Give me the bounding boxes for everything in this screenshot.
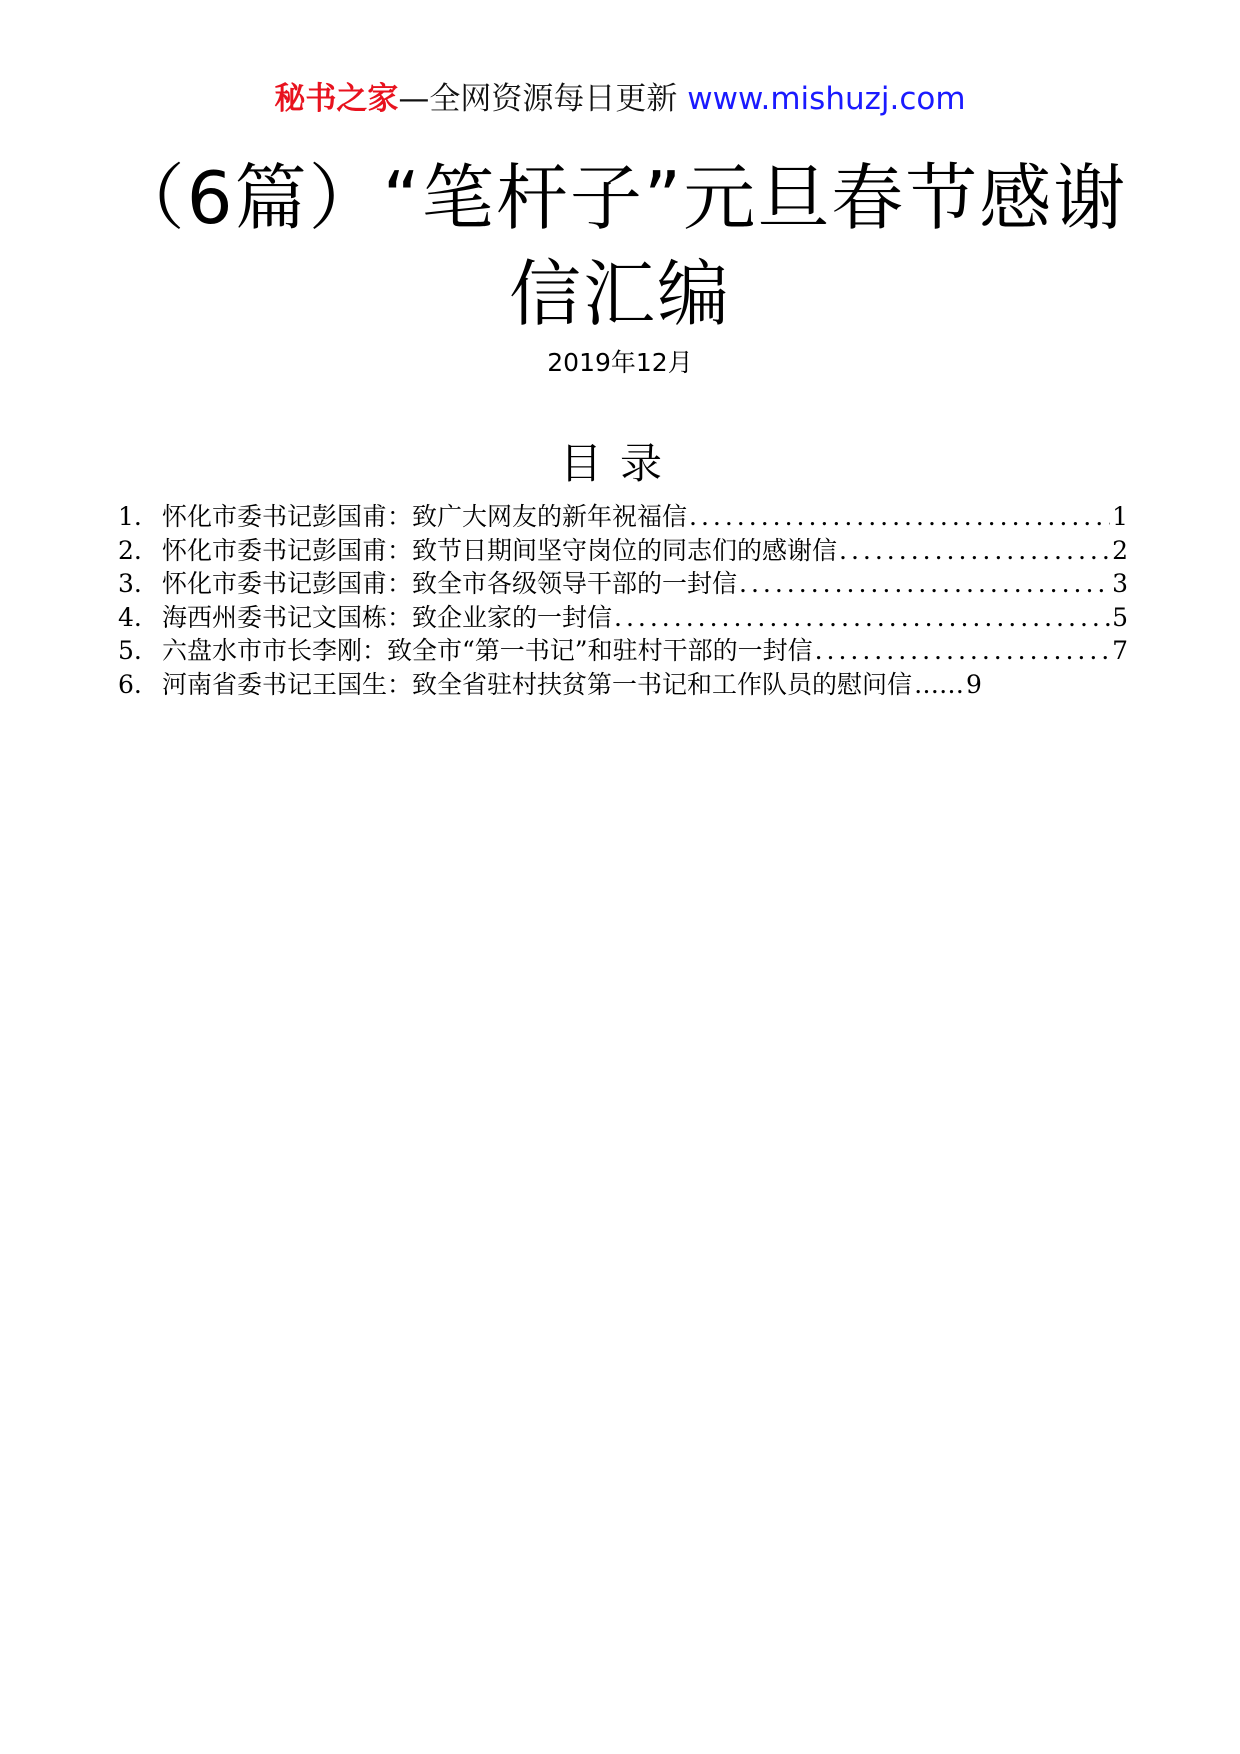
toc-dot-leader — [912, 668, 964, 702]
toc-dot-leader — [837, 534, 1110, 568]
toc-dot-leader — [737, 567, 1110, 601]
toc-entry[interactable] — [118, 668, 1128, 702]
toc-entry-title: 河南省委书记王国生：致全省驻村扶贫第一书记和工作队员的慰问信 — [162, 669, 913, 699]
toc-entry[interactable] — [118, 534, 1128, 568]
site-tagline: —全网资源每日更新 — [398, 81, 678, 117]
toc-entry-page: 7 — [1112, 636, 1128, 665]
site-banner — [0, 78, 1240, 120]
toc-entry-number: 2. — [118, 535, 142, 565]
toc-entry-number: 6. — [118, 669, 142, 699]
toc-dot-leader — [612, 601, 1110, 635]
toc-entry[interactable] — [118, 567, 1128, 601]
toc-entry-number: 3. — [118, 569, 142, 598]
toc-entry-title: 怀化市委书记彭国甫：致广大网友的新年祝福信 — [162, 502, 688, 531]
toc-entry-title: 六盘水市市长李刚：致全市“第一书记”和驻村干部的一封信 — [162, 636, 813, 665]
toc-entry-page: 5 — [1112, 602, 1128, 632]
site-brand: 秘书之家 — [274, 81, 399, 117]
toc-entry[interactable] — [118, 634, 1128, 668]
toc-heading: 目录 — [559, 439, 680, 488]
toc-entry-number: 1. — [118, 502, 142, 531]
toc-entry-page: 1 — [1112, 502, 1128, 531]
toc-entry[interactable] — [118, 601, 1128, 635]
toc-dot-leader — [813, 634, 1111, 668]
toc-entry-page: 2 — [1112, 535, 1128, 565]
document-date: 2019年12月 — [547, 348, 693, 377]
toc-entry-number: 4. — [118, 602, 142, 632]
toc-entry-title: 怀化市委书记彭国甫：致全市各级领导干部的一封信 — [162, 569, 738, 598]
document-title: （6篇）“笔杆子”元旦春节感谢信汇编 — [112, 156, 1128, 336]
toc-entry-page: 3 — [1112, 569, 1128, 598]
toc-dot-leader — [687, 500, 1110, 534]
table-of-contents — [118, 500, 1128, 701]
toc-entry-page: 9 — [966, 669, 982, 699]
toc-entry-title: 海西州委书记文国栋：致企业家的一封信 — [162, 602, 613, 632]
site-url-link[interactable]: www.mishuzj.com — [687, 81, 966, 117]
toc-entry-number: 5. — [118, 636, 142, 665]
toc-entry-title: 怀化市委书记彭国甫：致节日期间坚守岗位的同志们的感谢信 — [162, 535, 838, 565]
toc-entry[interactable] — [118, 500, 1128, 534]
